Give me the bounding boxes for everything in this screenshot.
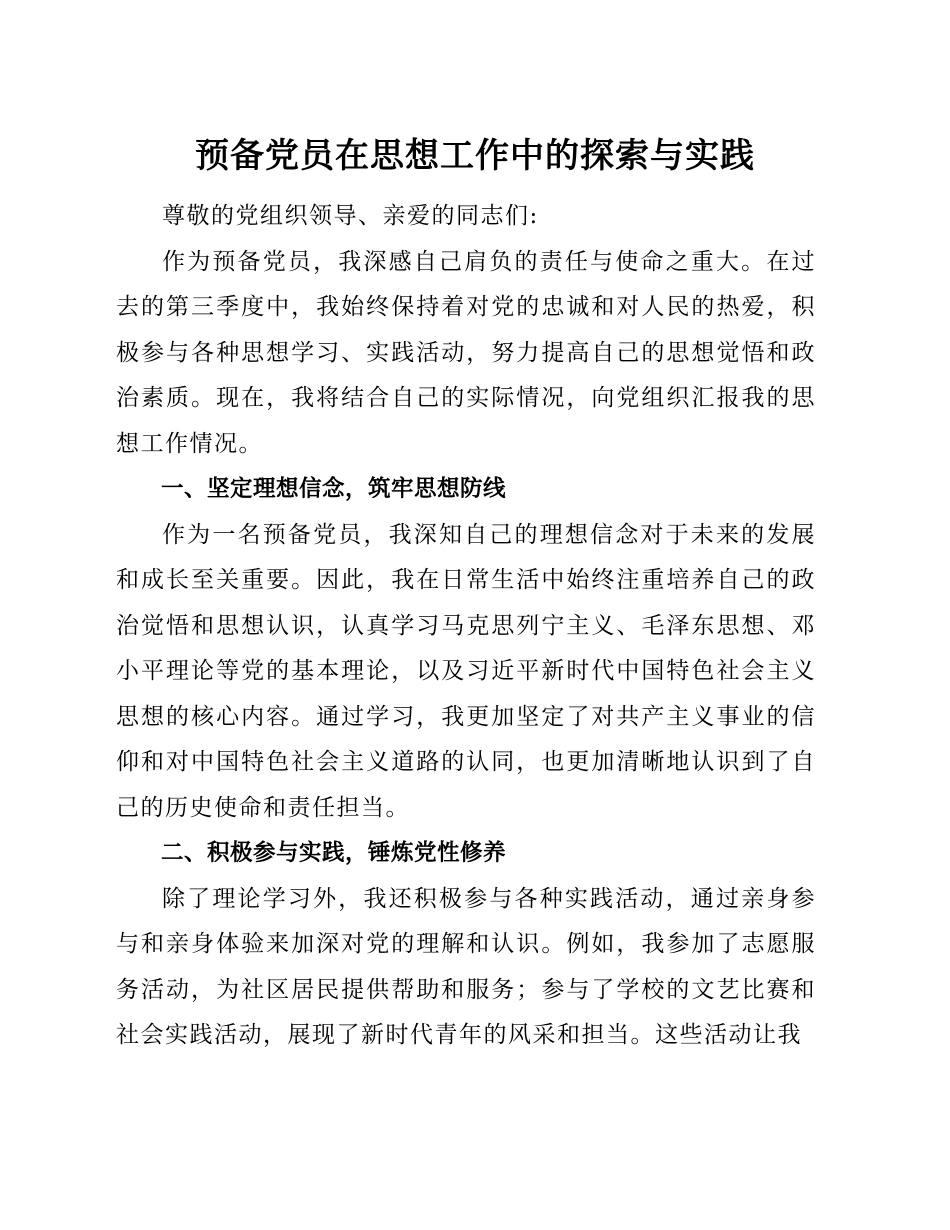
document-body [116,194,816,1059]
section-paragraph-1: 作为一名预备党员，我深知自己的理想信念对于未来的发展和成长至关重要。因此，我在日常生活中始终注重培养自己的政治觉悟和思想认识，认真学习马克思列宁主义、毛泽东思想、邓小平理论等党的基本理论，以及习近平新时代中国特色社会主义思想的核心内容。通过学习，我更加坚定了对共产主义事业的信仰和对中国特色社会主义道路的认同，也更加清晰地认识到了自己的历史使命和责任担当。 [116,521,816,821]
page-title: 预备党员在思想工作中的探索与实践 [195,136,755,176]
section-heading-2: 二、积极参与实践，锤炼党性修养 [161,840,507,866]
section-heading-1: 一、坚定理想信念，筑牢思想防线 [161,476,507,502]
salutation: 尊敬的党组织领导、亲爱的同志们: [162,203,539,229]
intro-paragraph: 作为预备党员，我深感自己肩负的责任与使命之重大。在过去的第三季度中，我始终保持着对党的忠诚和对人民的热爱，积极参与各种思想学习、实践活动，努力提高自己的思想觉悟和政治素质。现在，我将结合自己的实际情况，向党组织汇报我的思想工作情况。 [116,248,816,457]
section-paragraph-2: 除了理论学习外，我还积极参与各种实践活动，通过亲身参与和亲身体验来加深对党的理解和认识。例如，我参加了志愿服务活动，为社区居民提供帮助和服务；参与了学校的文艺比赛和社会实践活动，展现了新时代青年的风采和担当。这些活动让我 [116,885,816,1048]
